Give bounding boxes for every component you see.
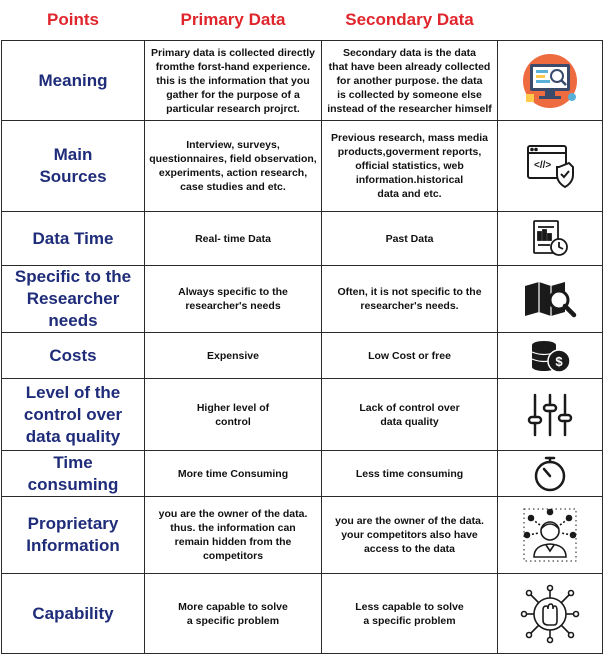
desc-line: Secondary data is the data	[342, 46, 477, 59]
secondary-cell	[322, 574, 498, 654]
header-secondary-label: Secondary Data	[345, 10, 474, 29]
secondary-cell	[322, 212, 498, 266]
secondary-cell	[322, 266, 498, 333]
desc-line: More time Consuming	[177, 467, 289, 480]
point-line: Researcher needs	[26, 289, 120, 330]
primary-cell	[145, 121, 322, 212]
desc-line: Often, it is not specific to the	[337, 286, 482, 298]
sliders-icon	[525, 391, 575, 439]
primary-cell	[145, 497, 322, 574]
icon-cell	[498, 379, 603, 451]
desc-line: Less capable to solve	[355, 600, 464, 613]
desc-line: Always specific to the	[178, 286, 288, 298]
point-line: Data Time	[32, 228, 114, 248]
point-line: Costs	[49, 345, 97, 365]
secure-browser-icon	[525, 141, 575, 191]
desc-line: More capable to solve	[178, 600, 288, 613]
desc-line: Past Data	[385, 232, 434, 245]
desc-line: Primary data is collected directly	[151, 46, 315, 59]
secondary-cell	[322, 379, 498, 451]
point-line: Capability	[32, 603, 114, 623]
icon-cell	[498, 574, 603, 654]
point-cell	[2, 451, 145, 497]
map-search-icon	[521, 278, 579, 320]
point-line: Specific to the	[14, 267, 132, 286]
desc-line: case studies and etc.	[180, 181, 286, 193]
point-line: Level of the	[25, 382, 121, 402]
header-primary-label: Primary Data	[180, 10, 286, 29]
desc-line: that have been already collected	[328, 60, 491, 73]
desc-line: Interview, surveys,	[186, 139, 280, 151]
svg-text:<//>: <//>	[534, 160, 552, 171]
desc-line: a specific problem	[363, 614, 456, 627]
point-cell	[2, 41, 145, 121]
point-cell	[2, 266, 145, 333]
header-points-label: Points	[47, 10, 99, 29]
desc-line: researcher's needs.	[360, 300, 459, 312]
point-cell	[2, 212, 145, 266]
desc-line: researcher's needs	[185, 300, 281, 312]
point-cell	[2, 497, 145, 574]
point-cell	[2, 121, 145, 212]
svg-text:$: $	[555, 353, 563, 369]
desc-line: Lack of control over	[359, 401, 460, 414]
desc-line: control	[215, 415, 251, 428]
point-line: Sources	[39, 167, 107, 186]
desc-line: Previous research, mass media	[330, 132, 488, 144]
desc-line: for another purpose. the data	[336, 74, 483, 87]
icon-cell	[498, 451, 603, 497]
primary-cell	[145, 574, 322, 654]
secondary-cell	[322, 451, 498, 497]
header-primary	[145, 0, 322, 41]
desc-line: instead of the researcher himself	[327, 102, 492, 115]
desc-line: your competitors also have	[341, 529, 478, 541]
primary-cell	[145, 41, 322, 121]
primary-cell	[145, 266, 322, 333]
desc-line: Less time consuming	[355, 467, 464, 480]
point-line: control over	[23, 404, 123, 424]
table-row	[2, 379, 603, 451]
desc-line: you are the owner of the data.	[158, 508, 308, 520]
table-row	[2, 451, 603, 497]
icon-cell	[498, 212, 603, 266]
table-row	[2, 212, 603, 266]
secondary-cell	[322, 121, 498, 212]
stopwatch-icon	[530, 454, 570, 494]
desc-line: access to the data	[363, 543, 456, 555]
desc-line: Low Cost or free	[368, 349, 451, 362]
point-line: Proprietary	[27, 514, 119, 533]
desc-line: official statistics, web	[355, 160, 464, 172]
table-row	[2, 41, 603, 121]
point-cell	[2, 574, 145, 654]
header-icon	[498, 0, 603, 41]
icon-cell	[498, 497, 603, 574]
primary-cell	[145, 333, 322, 379]
icon-cell	[498, 121, 603, 212]
secondary-cell	[322, 41, 498, 121]
fist-network-icon	[520, 584, 580, 644]
table-row	[2, 121, 603, 212]
desc-line: Expensive	[207, 349, 259, 362]
desc-line: Real- time Data	[195, 232, 271, 245]
point-line: Time	[53, 452, 93, 472]
desc-line: data quality	[380, 415, 439, 428]
point-line: data quality	[25, 426, 121, 446]
icon-cell	[498, 266, 603, 333]
table-row	[2, 266, 603, 333]
comparison-table	[1, 0, 603, 654]
header-row	[2, 0, 603, 41]
report-clock-icon	[528, 218, 572, 260]
desc-line: particular research projrct.	[166, 102, 300, 115]
desc-line: this is the information that you	[156, 74, 310, 87]
desc-line: information.historical	[355, 174, 464, 186]
desc-line: you are the owner of the data.	[335, 515, 484, 527]
desc-line: competitors	[202, 550, 264, 562]
desc-line: data and etc.	[377, 188, 442, 200]
research-illustration-icon	[520, 52, 580, 110]
desc-line: a specific problem	[186, 614, 280, 627]
user-network-icon	[522, 507, 578, 563]
header-points	[2, 0, 145, 41]
desc-line: thus. the information can	[170, 522, 296, 534]
primary-cell	[145, 212, 322, 266]
point-line: Main	[53, 145, 93, 164]
desc-line: gather for the purpose of a	[166, 88, 300, 101]
desc-line: is collected by someone else	[337, 88, 482, 101]
coins-dollar-icon	[528, 337, 572, 375]
desc-line: Higher level of	[196, 401, 270, 414]
icon-cell	[498, 41, 603, 121]
point-cell	[2, 379, 145, 451]
primary-cell	[145, 379, 322, 451]
desc-line: remain hidden from the	[174, 536, 292, 548]
point-line: Meaning	[38, 70, 108, 90]
secondary-cell	[322, 333, 498, 379]
secondary-cell	[322, 497, 498, 574]
desc-line: experiments, action research,	[158, 167, 308, 179]
desc-line: products,goverment reports,	[337, 146, 482, 158]
desc-line: questionnaires, field observation,	[149, 153, 317, 165]
table-row	[2, 497, 603, 574]
point-cell	[2, 333, 145, 379]
table-row	[2, 574, 603, 654]
point-line: consuming	[27, 474, 119, 494]
point-line: Information	[26, 536, 120, 555]
primary-cell	[145, 451, 322, 497]
icon-cell	[498, 333, 603, 379]
desc-line: fromthe forst-hand experience.	[155, 60, 311, 73]
header-secondary	[322, 0, 498, 41]
table-row	[2, 333, 603, 379]
